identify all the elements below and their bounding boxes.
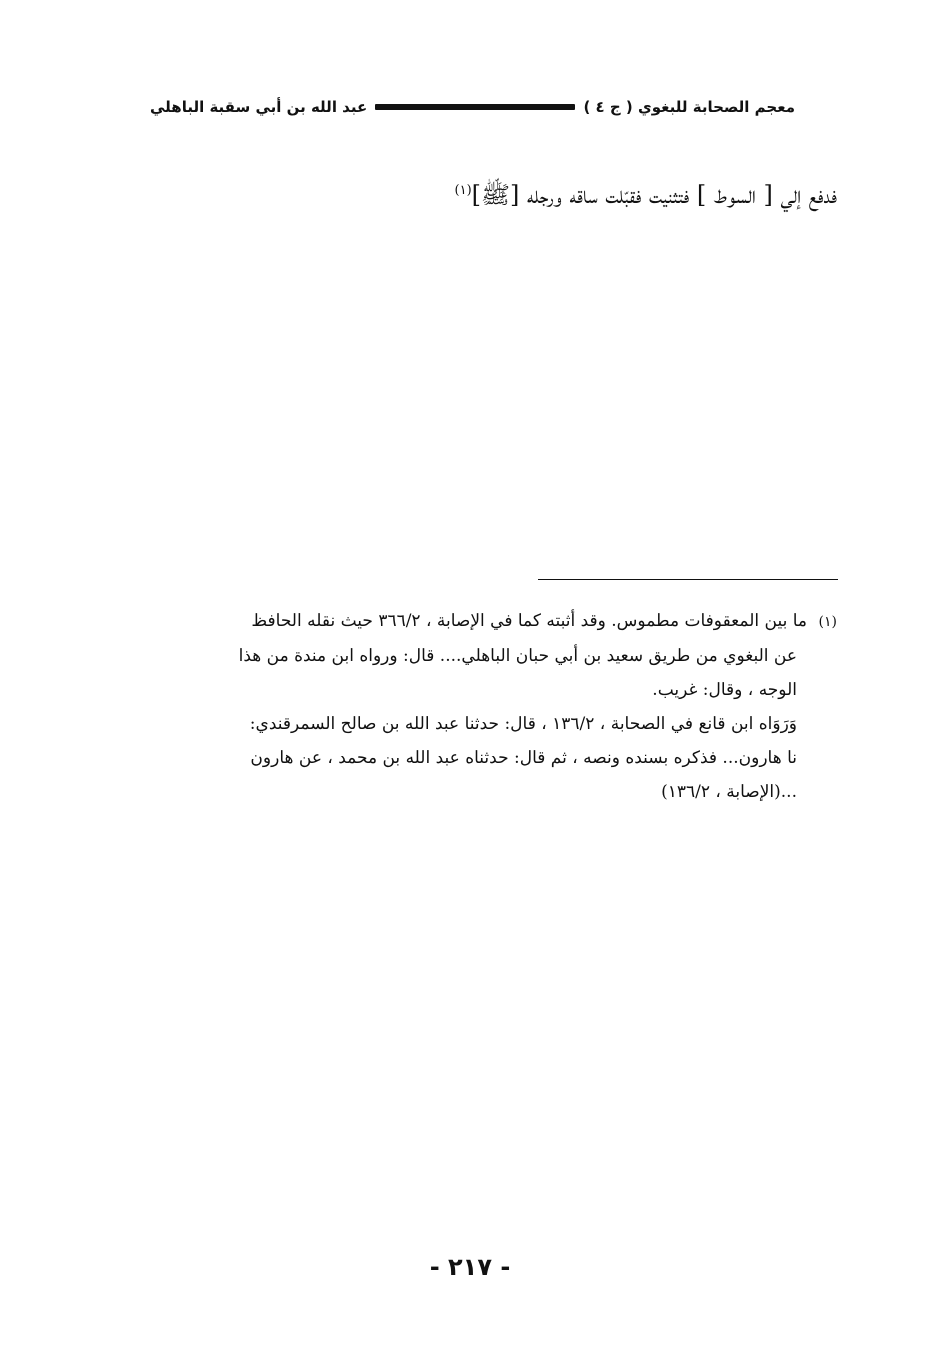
footnote-line (147, 604, 837, 639)
footnote-line: وَرَوَاه ابن قانع في الصحابة ، ١٣٦/٢ ، قال: حدثنا عبد الله بن صالح السمرقندي: (249, 714, 797, 734)
footnote-line: الوجه ، وقال: غريب. (652, 680, 797, 700)
body-line-1: فدفع إلي [ السوط ] فتثنيت فقبّلت ساقه ورجله [ﷺ] (471, 181, 837, 209)
footnote-line: نا هارون... فذكره بسنده ونصه ، ثم قال: حدثناه عبد الله بن محمد ، عن هارون (250, 748, 797, 768)
footnote-line: عن البغوي من طريق سعيد بن أبي حبان الباهلي.... قال: ورواه ابن مندة من هذا (238, 646, 797, 666)
footnote-line: ...(الإصابة ، ١٣٦/٢) (661, 782, 797, 802)
footnote-separator (538, 579, 838, 580)
running-header (150, 92, 795, 122)
page-number: - ٢١٧ - (429, 1253, 511, 1281)
body-text (455, 180, 837, 215)
footnote-text: ما بين المعقوفات مطموس. وقد أثبته كما في الإصابة ، ٣٦٦/٢ حيث نقله الحافظ (251, 611, 807, 631)
footnote-ref: (١) (454, 183, 472, 198)
chapter-title: عبد الله بن أبي سقبة الباهلي (150, 98, 368, 116)
footnote-number: (١) (818, 614, 837, 630)
header-rule (375, 104, 575, 110)
footnotes (147, 604, 837, 809)
book-title: معجم الصحابة للبغوي ( ج ٤ ) (583, 98, 795, 116)
